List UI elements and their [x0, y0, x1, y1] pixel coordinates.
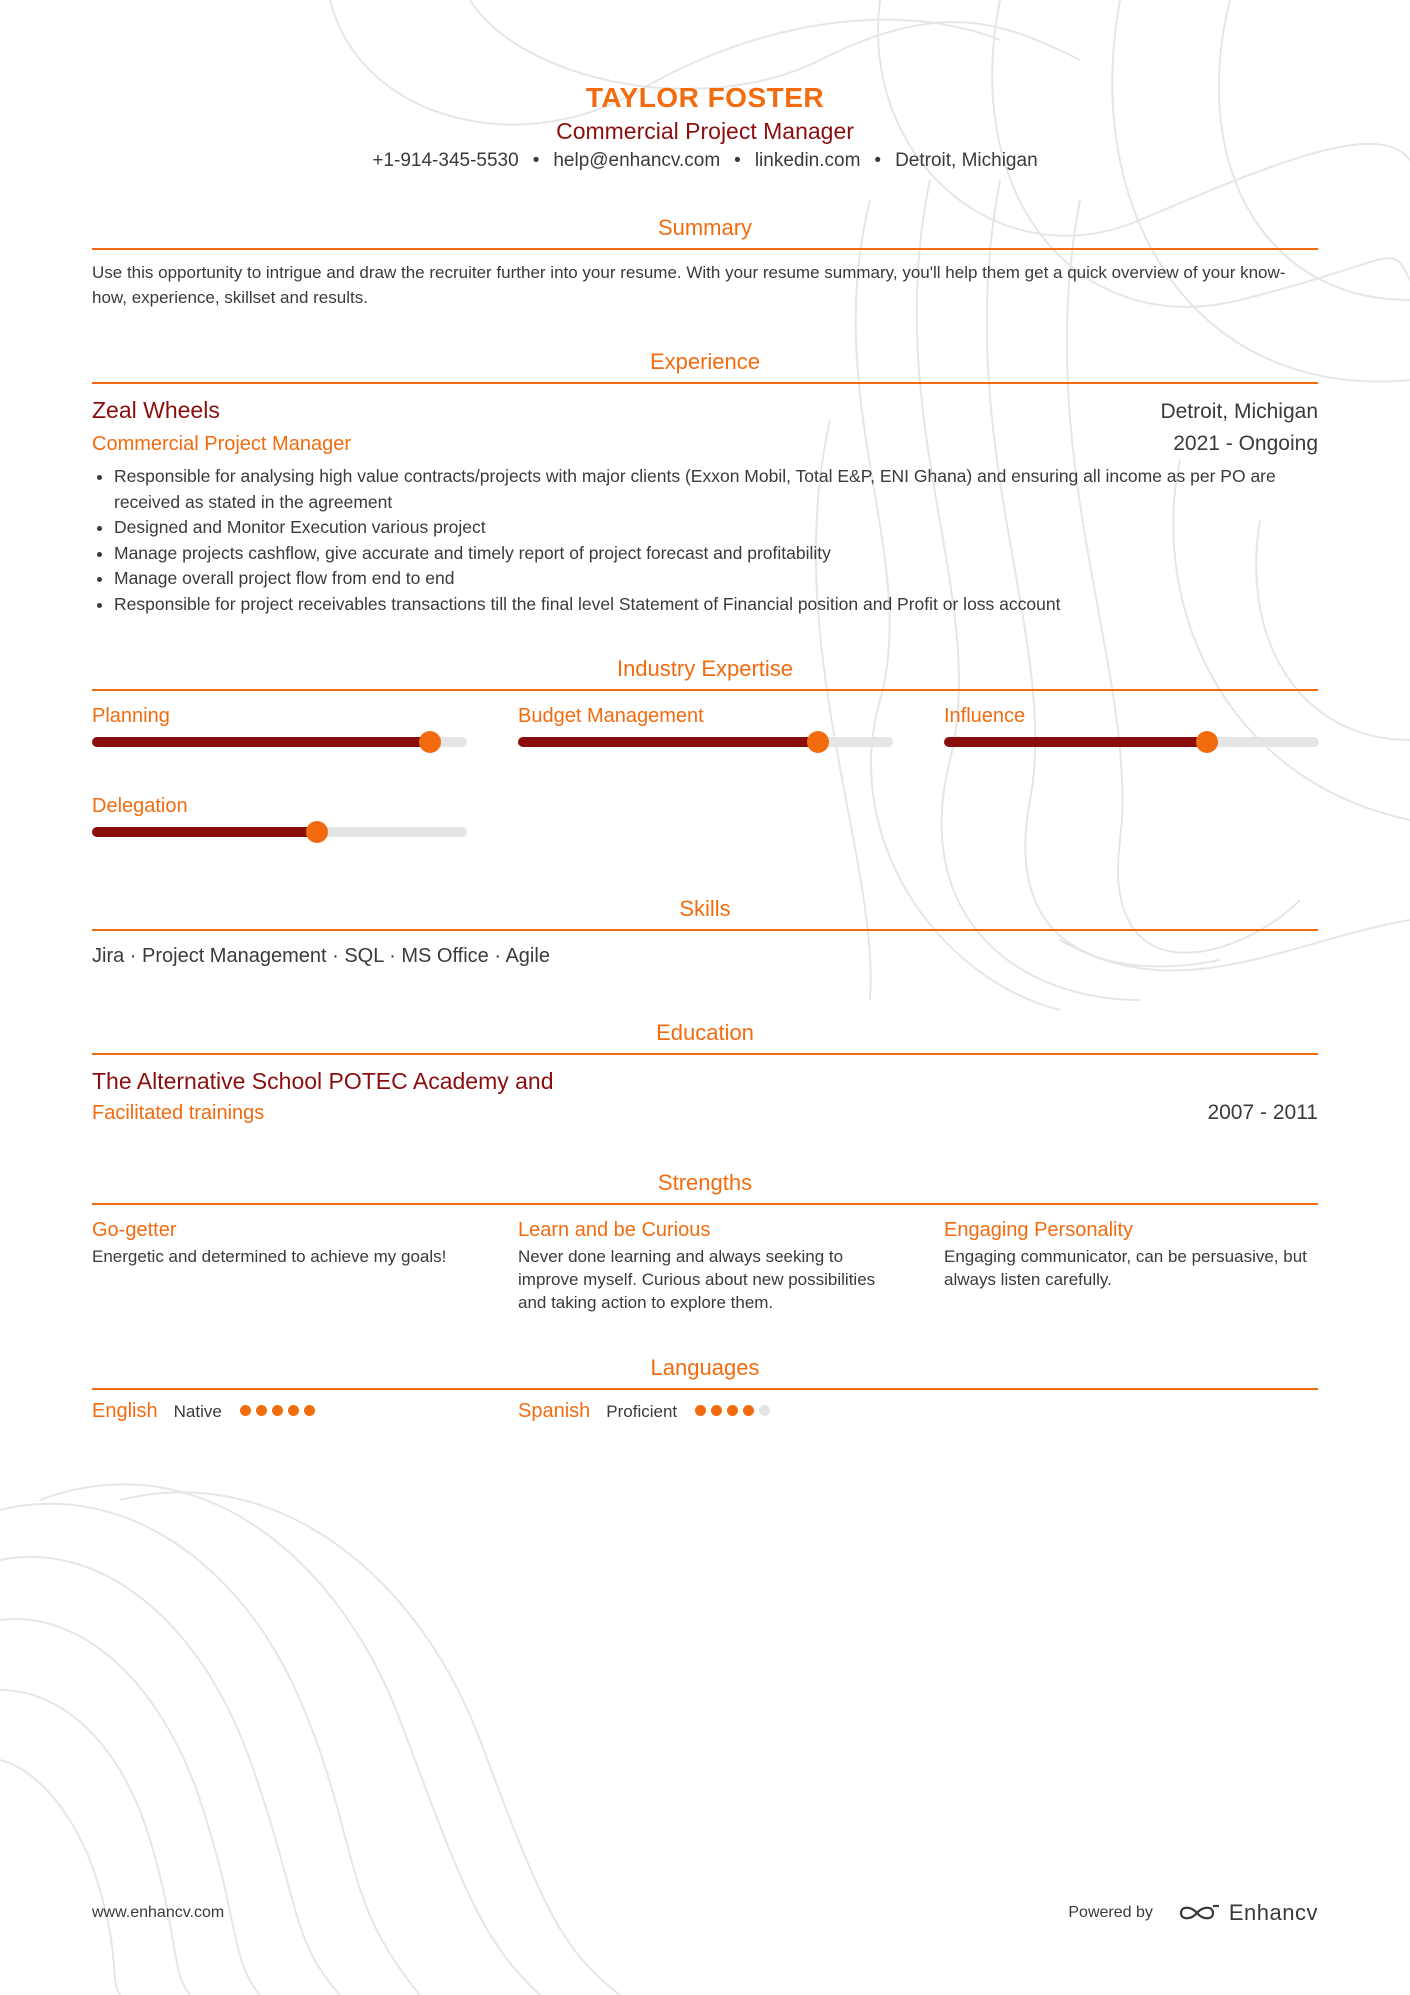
strengths-grid: [92, 1215, 1318, 1314]
location: Detroit, Michigan: [895, 150, 1038, 171]
expertise-bar: [518, 737, 893, 747]
bar-fill: [518, 737, 818, 747]
expertise-bar: [92, 737, 467, 747]
strength-title: Engaging Personality: [944, 1219, 1134, 1241]
level-dot-filled: [288, 1405, 299, 1416]
separator-dot: •: [734, 150, 741, 171]
bar-fill: [92, 827, 317, 837]
section-title-expertise: Industry Expertise: [92, 655, 1318, 691]
section-title-strengths: Strengths: [92, 1169, 1318, 1205]
expertise-item: [92, 701, 467, 791]
language-item: [92, 1400, 467, 1423]
expertise-bar: [944, 737, 1319, 747]
resume-header: [92, 0, 1318, 176]
strength-title: Learn and be Curious: [518, 1219, 711, 1241]
language-item: [518, 1400, 893, 1423]
job-role: Commercial Project Manager: [92, 433, 351, 455]
expertise-bar: [92, 827, 467, 837]
level-dot-filled: [256, 1405, 267, 1416]
job-bullets: [92, 464, 1318, 617]
summary-text: Use this opportunity to intrigue and draw the recruiter further into your resume. With your resume summary, you'll help them get a quick overview of your know-how, experience, skillset and results.: [92, 263, 1286, 307]
experience-entry: [92, 394, 1318, 617]
powered-by-label: Powered by: [1068, 1904, 1153, 1921]
strength-desc: Engaging communicator, can be persuasive, but always listen carefully.: [944, 1247, 1307, 1289]
expertise-section: [92, 655, 1318, 881]
summary-section: [92, 214, 1318, 310]
candidate-title: Commercial Project Manager: [556, 118, 854, 144]
degree: Facilitated trainings: [92, 1102, 265, 1124]
education-section: [92, 1019, 1318, 1129]
level-dot-filled: [240, 1405, 251, 1416]
footer: [92, 1900, 1318, 1926]
contact-line: [92, 146, 1318, 176]
bar-knob: [419, 731, 441, 753]
strength-item: [518, 1215, 893, 1314]
strength-desc: Never done learning and always seeking to improve myself. Curious about new possibilities and taking action to explore them.: [518, 1247, 876, 1312]
job-dates: 2021 - Ongoing: [1173, 432, 1318, 455]
language-name: English: [92, 1400, 158, 1422]
bar-knob: [1196, 731, 1218, 753]
linkedin[interactable]: linkedin.com: [754, 150, 861, 171]
level-dot-filled: [743, 1405, 754, 1416]
section-title-skills: Skills: [92, 895, 1318, 931]
candidate-name: TAYLOR FOSTER: [585, 82, 825, 113]
bullet-item: • Manage projects cashflow, give accurate and timely report of project forecast and profitability: [114, 541, 1318, 567]
strength-title: Go-getter: [92, 1219, 177, 1241]
level-dot-filled: [695, 1405, 706, 1416]
bar-knob: [807, 731, 829, 753]
language-level: Proficient: [606, 1401, 678, 1421]
bullet-item: • Responsible for project receivables transactions till the final level Statement of Financial position and Profit or loss account: [114, 592, 1318, 618]
section-title-education: Education: [92, 1019, 1318, 1055]
expertise-label: Delegation: [92, 795, 188, 817]
bar-fill: [92, 737, 430, 747]
expertise-label: Budget Management: [518, 705, 704, 727]
level-dot-filled: [304, 1405, 315, 1416]
level-dot-filled: [711, 1405, 722, 1416]
languages-grid: [92, 1400, 1318, 1423]
bar-fill: [944, 737, 1207, 747]
email[interactable]: help@enhancv.com: [553, 150, 721, 171]
strength-desc: Energetic and determined to achieve my goals!: [92, 1247, 447, 1266]
separator-dot: •: [874, 150, 882, 171]
expertise-grid: [92, 701, 1318, 881]
education-dates: 2007 - 2011: [1207, 1101, 1318, 1124]
expertise-label: Planning: [92, 705, 170, 727]
expertise-item: [518, 701, 893, 791]
language-dots: [695, 1403, 775, 1421]
bar-knob: [306, 821, 328, 843]
footer-url[interactable]: www.enhancv.com: [92, 1904, 225, 1921]
strength-item: [92, 1215, 467, 1314]
skills-list: Jira · Project Management · SQL · MS Office · Agile: [92, 945, 550, 967]
job-location: Detroit, Michigan: [1160, 400, 1318, 423]
expertise-item: [92, 791, 467, 881]
expertise-item: [944, 701, 1319, 791]
section-title-languages: Languages: [92, 1354, 1318, 1390]
bullet-item: • Responsible for analysing high value contracts/projects with major clients (Exxon Mobil, Total E&P, ENI Ghana) and ensuring all income as per PO are received as stated in the agreement: [114, 464, 1318, 515]
phone[interactable]: +1-914-345-5530: [372, 150, 519, 171]
strengths-section: [92, 1169, 1318, 1314]
enhancv-logo-icon: [1177, 1901, 1223, 1925]
level-dot-filled: [727, 1405, 738, 1416]
level-dot-filled: [272, 1405, 283, 1416]
level-dot-empty: [759, 1405, 770, 1416]
experience-section: [92, 348, 1318, 617]
language-level: Native: [173, 1401, 222, 1421]
resume-page: [92, 0, 1318, 1423]
section-title-summary: Summary: [92, 214, 1318, 250]
expertise-label: Influence: [944, 705, 1026, 727]
bullet-item: • Manage overall project flow from end to end: [114, 566, 1318, 592]
company-name: Zeal Wheels: [92, 397, 220, 423]
powered-by: [1068, 1900, 1318, 1926]
separator-dot: •: [532, 150, 540, 171]
school-name: The Alternative School POTEC Academy and: [92, 1068, 554, 1094]
bullet-item: • Designed and Monitor Execution various project: [114, 515, 1318, 541]
enhancv-brand[interactable]: Enhancv: [1228, 1900, 1318, 1925]
section-title-experience: Experience: [92, 348, 1318, 384]
language-dots: [240, 1403, 320, 1421]
strength-item: [944, 1215, 1319, 1314]
skills-section: [92, 895, 1318, 971]
language-name: Spanish: [518, 1400, 591, 1422]
languages-section: [92, 1354, 1318, 1423]
